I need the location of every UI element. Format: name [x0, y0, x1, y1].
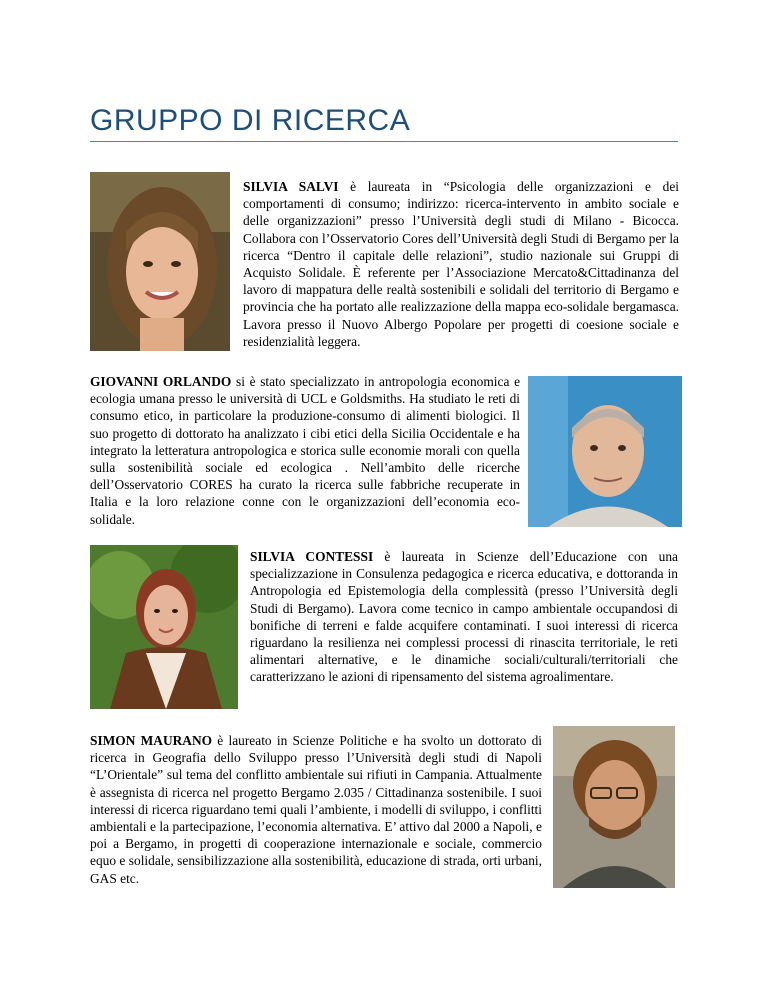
member-description: è laureata in “Psicologia delle organizzazioni e dei comportamenti di consumo; indirizzo: ricerca-intervento in ambito sociale e delle organizzazioni” presso l’Università degli studi di Milano - Bicocca. Collabora con l’Osservatorio Cores dell’Università degli Studi di Bergamo per la ricerca “Dentro il capitale delle relazioni”, studio nazionale sui Gruppi di Acquisto Solidale. È referente per l’Associazione Mercato&Cittadinanza del lavoro di mappatura delle realtà sostenibili e solidali del territorio di Bergamo e provincia che ha portato alle realizzazione della mappa eco-solidale bergamasca. Lavora presso il Nuovo Albergo Popolare per progetti di coesione sociale e residenzialità leggera.	[243, 179, 679, 349]
member-bio	[90, 373, 520, 528]
member-description: è laureato in Scienze Politiche e ha svolto un dottorato di ricerca in Geografia dello Sviluppo presso l’Università degli studi di Napoli “L’Orientale” sul tema del conflitto ambientale sui rifiuti in Campania. Attualmente è assegnista di ricerca nel progetto Bergamo 2.035 / Cittadinanza sostenibile. I suoi interessi di ricerca riguardano temi quali l’ambiente, i modelli di sviluppo, i conflitti ambientali e la partecipazione, l’economia alternativa. E’ attivo dal 2000 a Napoli, e poi a Bergamo, in progetti di cooperazione internazionale e sociale, commercio equo e solidale, sensibilizzazione alla sostenibilità, educazione di strada, orti urbani, GAS etc.	[90, 733, 542, 886]
member-description: è laureata in Scienze dell’Educazione con una specializzazione in Consulenza pedagogica e ricerca educativa, e dottoranda in Antropologia ed Epistemologia della complessità (presso l’Università degli Studi di Bergamo). Lavora come tecnico in campo ambientale occupandosi di bonifiche di terreni e falde acquifere contaminati. I suoi interessi di ricerca riguardano la resilienza nei complessi processi di rinascita territoriale, le reti alimentari alternative, e le dinamiche sociali/culturali/territoriali che caratterizzano le azioni di ripensamento del sistema agroalimentare.	[250, 549, 678, 685]
simon-maurano-photo	[553, 726, 675, 888]
member-bio	[90, 732, 542, 887]
member-name: SILVIA CONTESSI	[250, 549, 374, 564]
silvia-contessi-photo	[90, 545, 238, 709]
member-name: SILVIA SALVI	[243, 179, 339, 194]
giovanni-orlando-photo	[528, 376, 682, 527]
silvia-salvi-photo	[90, 172, 230, 351]
member-name: SIMON MAURANO	[90, 733, 213, 748]
title-divider	[90, 141, 678, 142]
member-bio	[243, 178, 679, 350]
member-description: si è stato specializzato in antropologia economica e ecologia umana presso le università di UCL e Goldsmiths. Ha studiato le reti di consumo etico, in particolare la produzione-consumo di alimenti biologici. Il suo progetto di dottorato ha analizzato i cibi etici della Sicilia Occidentale e ha integrato la letteratura antropologica e storica sulle economie morali con quella sulla sostenibilità sociale ed ecologica . Nell’ambito delle ricerche dell’Osservatorio CORES ha curato la ricerca sulle fabbriche recuperate in Italia e la loro relazione conne con le organizzazioni dell’economia eco-solidale.	[90, 374, 521, 527]
page-title: GRUPPO DI RICERCA	[90, 104, 411, 137]
member-bio	[250, 548, 678, 686]
member-name: GIOVANNI ORLANDO	[90, 374, 232, 389]
